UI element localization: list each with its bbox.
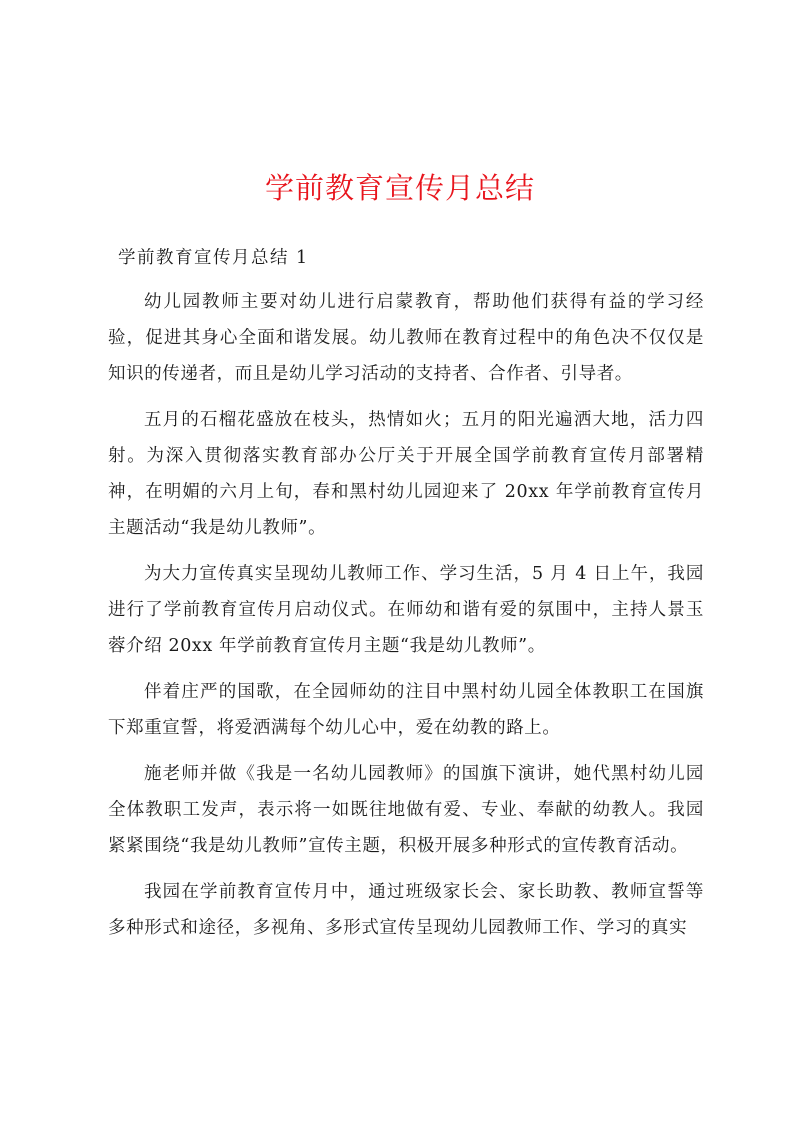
- paragraph: 施老师并做《我是一名幼儿园教师》的国旗下演讲，她代黑村幼儿园全体教职工发声，表示将一如既往地做有爱、专业、奉献的幼教人。我园紧紧围绕“我是幼儿教师”宣传主题，积极开展多种形式的宣传教育活动。: [108, 764, 704, 856]
- section-heading: 学前教育宣传月总结 1: [118, 248, 309, 268]
- document-title: 学前教育宣传月总结: [264, 171, 535, 205]
- paragraph: 伴着庄严的国歌，在全园师幼的注目中黑村幼儿园全体教职工在国旗下郑重宣誓，将爱洒满每个幼儿心中，爱在幼教的路上。: [108, 682, 704, 738]
- document-body: [108, 284, 704, 956]
- paragraph: 为大力宣传真实呈现幼儿教师工作、学习生活，5 月 4 日上午，我园进行了学前教育宣传月启动仪式。在师幼和谐有爱的氛围中，主持人景玉蓉介绍 20xx 年学前教育宣传月主题“我是幼儿教师”。: [108, 564, 704, 656]
- paragraph: 我园在学前教育宣传月中，通过班级家长会、家长助教、教师宣誓等多种形式和途径，多视角、多形式宣传呈现幼儿园教师工作、学习的真实: [108, 882, 704, 938]
- paragraph: 五月的石榴花盛放在枝头，热情如火；五月的阳光遍洒大地，活力四射。为深入贯彻落实教育部办公厅关于开展全国学前教育宣传月部署精神，在明媚的六月上旬，春和黑村幼儿园迎来了 20xx 年学前教育宣传月主题活动“我是幼儿教师”。: [108, 410, 704, 538]
- paragraph: 幼儿园教师主要对幼儿进行启蒙教育，帮助他们获得有益的学习经验，促进其身心全面和谐发展。幼儿教师在教育过程中的角色决不仅仅是知识的传递者，而且是幼儿学习活动的支持者、合作者、引导者。: [108, 292, 704, 384]
